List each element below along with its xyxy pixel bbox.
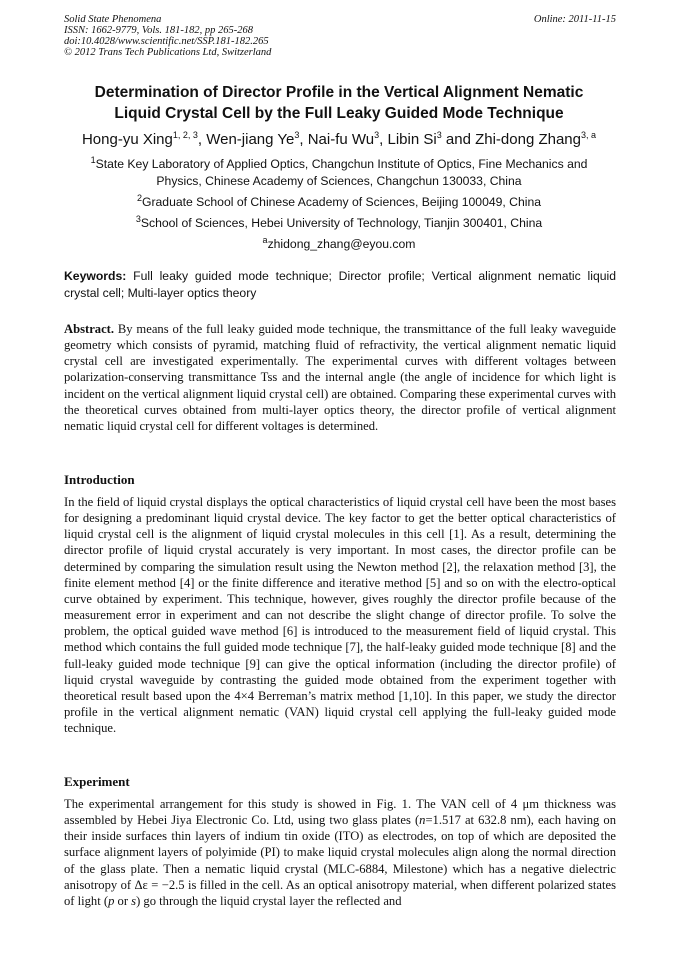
author-name: Zhi-dong Zhang — [475, 131, 581, 148]
author-name: Hong-yu Xing — [81, 131, 173, 148]
journal-name: Solid State Phenomena — [64, 14, 162, 25]
title-line-1: Determination of Director Profile in the Vertical Alignment Nematic — [94, 84, 584, 101]
affiliation-1 — [60, 156, 618, 190]
abstract — [64, 321, 616, 434]
keywords-label: Keywords: — [64, 269, 127, 283]
author-sep: , — [197, 131, 207, 148]
email-sup: a — [262, 234, 268, 245]
paper-title — [40, 82, 638, 124]
affiliation-2 — [60, 194, 618, 211]
title-line-2: Liquid Crystal Cell by the Full Leaky Guided Mode Technique — [114, 105, 564, 122]
contact-email — [60, 236, 618, 253]
experiment-text-part: The experimental arrangement for this study is showed in Fig. 1. The VAN cell of 4 μm thickness was assembled by Hebei Jiya Electronic Co. Ltd, using two glass plates ( — [64, 797, 616, 828]
experiment-text-part: or — [114, 893, 132, 908]
author-sup: 3 — [294, 130, 300, 140]
symbol-n: n — [419, 813, 426, 828]
abstract-label: Abstract. — [64, 322, 115, 336]
journal-info — [64, 14, 271, 58]
affiliation-sup: 1 — [90, 154, 96, 165]
affiliation-sup: 2 — [136, 192, 142, 203]
author-sep: , — [379, 131, 388, 148]
journal-issn: ISSN: 1662-9779, Vols. 181-182, pp 265-268 — [64, 25, 253, 36]
symbol-s: s — [131, 893, 137, 908]
author-list — [40, 130, 638, 150]
introduction-heading: Introduction — [64, 472, 135, 487]
author-sup: 3 — [374, 130, 380, 140]
affiliation-text: State Key Laboratory of Applied Optics, Changchun Institute of Optics, Fine Mechanics and — [95, 157, 588, 171]
author-sup: 3 — [436, 130, 442, 140]
experiment-text — [64, 796, 616, 909]
affiliation-text: Physics, Chinese Academy of Sciences, Changchun 130033, China — [156, 174, 522, 188]
keywords-text: Full leaky guided mode technique; Director profile; Vertical alignment nematic liquid crystal cell; Multi-layer optics theory — [64, 269, 616, 300]
keywords — [64, 268, 616, 302]
author-name: Libin Si — [387, 131, 437, 148]
author-name: Wen-jiang Ye — [206, 131, 295, 148]
experiment-text-part: ) go through the liquid crystal layer the reflected and — [136, 893, 402, 908]
author-sep: , — [299, 131, 308, 148]
affiliation-text: Graduate School of Chinese Academy of Sciences, Beijing 100049, China — [141, 195, 542, 209]
author-sup: 3, a — [581, 130, 597, 140]
experiment-heading: Experiment — [64, 774, 130, 789]
affiliation-sup: 3 — [135, 213, 141, 224]
introduction-text: In the field of liquid crystal displays the optical characteristics of liquid crystal cell have been the most bases for designing a predominant liquid crystal device. The key factor to get the better optical characteristics of liquid crystal cell is the alignment of liquid crystal molecules in this cell [1]. As a result, determining the director profile of liquid crystal accurately is very important. In most cases, the director profile can be determined by comparing the simulation result using the Newton method [2], the relaxation method [3], the finite element method [4] or the finite difference and iterative method [5] and so on with the electro-optical curve obtained by experiment. This technique, however, gives roughly the director profile because of the measurement error in experiment and can not describe the slight change of director profile. To solve the problem, the optical guided wave method [6] is introduced to the measurement field of liquid crystal. This method which contains the full guided mode technique [7], the half-leaky guided mode technique [8] and the full-leaky guided mode technique [9] can give the optical information (including the director profile) of liquid crystal waveguide by contrasting the guided mode obtained from the experiment together with theoretical result based upon the 4×4 Berreman’s matrix method [1,10]. In this paper, we study the director profile in the vertical alignment nematic (VAN) liquid crystal cell applying the full-leaky guided mode technique. — [64, 495, 616, 736]
author-sep: and — [441, 131, 476, 148]
author-name: Nai-fu Wu — [307, 131, 375, 148]
email-link[interactable]: zhidong_zhang@eyou.com — [267, 237, 416, 251]
affiliation-text: School of Sciences, Hebei University of Technology, Tianjin 300401, China — [140, 216, 543, 230]
symbol-p: p — [108, 893, 115, 908]
abstract-text: By means of the full leaky guided mode technique, the transmittance of the full leaky waveguide geometry which consists of pyramid, matching fluid of refractivity, the vertical alignment nematic liquid crystal cell are investigated experimentally. The experimental curves with different voltages between polarization-conserving transmittance Tss and the internal angle (the angle of incidence for which light is incident on the vertical alignment liquid crystal cell) are obtained. Comparing these experimental curves with the theoretical curves obtained from multi-layer optics theory, the director profile of vertical alignment nematic liquid crystal cell for different voltages is determined. — [64, 322, 616, 433]
journal-doi[interactable]: doi:10.4028/www.scientific.net/SSP.181-182.265 — [64, 36, 269, 47]
affiliation-3 — [60, 215, 618, 232]
author-sup: 1, 2, 3 — [172, 130, 198, 140]
journal-copyright: © 2012 Trans Tech Publications Ltd, Switzerland — [64, 47, 272, 58]
online-date: Online: 2011-11-15 — [533, 14, 616, 25]
experiment-text-part: =1.517 at 632.8 nm), each having on their inside surfaces thin layers of indium tin oxide (ITO) as electrodes, on top of which are deposited the surface alignment layers of polyimide (PI) to make liquid crystal molecules align along the normal direction of the glass plate. Then a nematic liquid crystal (MLC-6884, Milestone) which has a negative dielectric anisotropy of Δε = −2.5 is filled in the cell. As an optical anisotropy material, when different polarized states of light ( — [64, 813, 616, 908]
